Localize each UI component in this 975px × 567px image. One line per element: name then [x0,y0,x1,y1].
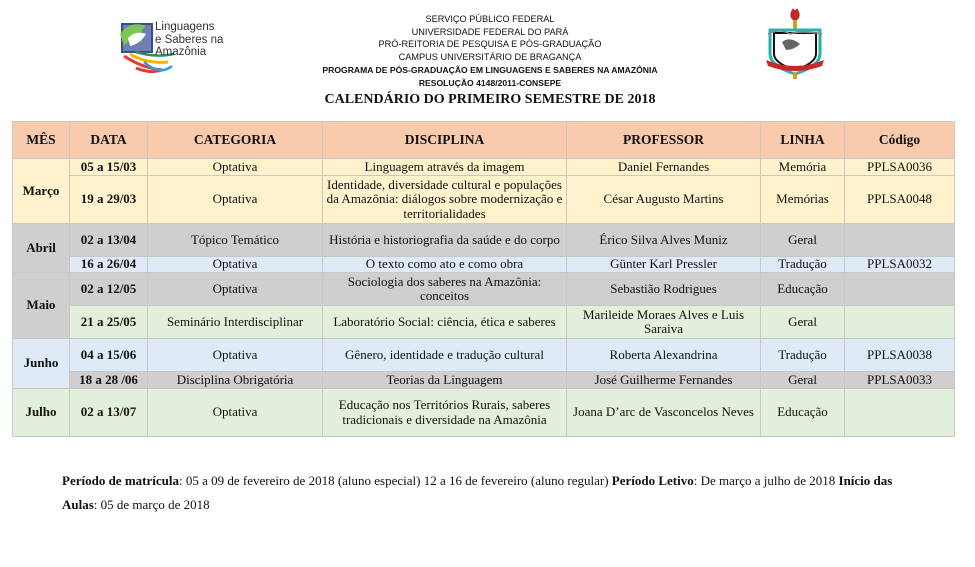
code-cell: PPLSA0036 [845,159,955,176]
code-cell [845,306,955,339]
code-cell: PPLSA0048 [845,176,955,224]
university-crest-icon [760,4,830,80]
date-cell: 21 a 25/05 [70,306,148,339]
professor-cell: Günter Karl Pressler [567,257,761,273]
column-header-date: DATA [70,122,148,159]
date-cell: 02 a 13/07 [70,389,148,437]
date-cell: 02 a 12/05 [70,273,148,306]
term-label: Período Letivo [611,473,694,488]
discipline-cell: Laboratório Social: ciência, ética e saberes [323,306,567,339]
header-line-resolution: RESOLUÇÃO 4148/2011-CONSEPE [418,77,562,88]
table-row [13,176,955,224]
discipline-cell: O texto como ato e como obra [323,257,567,273]
code-cell: PPLSA0038 [845,339,955,372]
code-cell [845,389,955,437]
date-cell: 05 a 15/03 [70,159,148,176]
page-title: CALENDÁRIO DO PRIMEIRO SEMESTRE DE 2018 [324,92,656,107]
professor-cell: Joana D’arc de Vasconcelos Neves [567,389,761,437]
category-cell: Disciplina Obrigatória [148,372,323,389]
table-row [13,306,955,339]
professor-cell: César Augusto Martins [567,176,761,224]
table-row [13,257,955,273]
line-cell: Geral [761,224,845,257]
discipline-cell: Linguagem através da imagem [323,159,567,176]
column-header-discipline: DISCIPLINA [323,122,567,159]
table-header-row [13,122,955,159]
logo-text-line: e Saberes na [155,33,224,46]
term-text: : De março a julho de 2018 [693,473,839,488]
category-cell: Optativa [148,339,323,372]
category-cell: Optativa [148,389,323,437]
discipline-cell: Sociologia dos saberes na Amazônia: conceitos [323,273,567,306]
discipline-cell: Teorias da Linguagem [323,372,567,389]
line-cell: Geral [761,372,845,389]
date-cell: 04 a 15/06 [70,339,148,372]
table-row [13,389,955,437]
footer-notes [62,469,912,517]
enrollment-label: Período de matrícula [62,473,179,488]
line-cell: Educação [761,273,845,306]
line-cell: Geral [761,306,845,339]
table-row [13,159,955,176]
table-row [13,339,955,372]
discipline-cell: Educação nos Territórios Rurais, saberes tradicionais e diversidade na Amazônia [323,389,567,437]
header-line-campus: CAMPUS UNIVERSITÁRIO DE BRAGANÇA [398,52,582,63]
category-cell: Optativa [148,273,323,306]
start-text: : 05 de março de 2018 [93,497,210,512]
column-header-category: CATEGORIA [148,122,323,159]
professor-cell: Marileide Moraes Alves e Luis Saraiva [567,306,761,339]
table-row [13,224,955,257]
code-cell [845,224,955,257]
professor-cell: José Guilherme Fernandes [567,372,761,389]
program-logo-text [155,21,223,59]
month-cell: Maio [13,273,70,339]
date-cell: 02 a 13/04 [70,224,148,257]
logo-text-line: Linguagens [155,21,215,33]
start-label: Início das Aulas [62,473,893,512]
column-header-month: MÊS [13,122,70,159]
table-row [13,372,955,389]
date-cell: 18 a 28 /06 [70,372,148,389]
category-cell: Optativa [148,257,323,273]
discipline-cell: Identidade, diversidade cultural e populações da Amazônia: diálogos sobre modernização e territorialidades [323,176,567,224]
line-cell: Memórias [761,176,845,224]
calendar-table [12,121,955,437]
professor-cell: Daniel Fernandes [567,159,761,176]
date-cell: 19 a 29/03 [70,176,148,224]
header-line-program: PROGRAMA DE PÓS-GRADUAÇÃO EM LINGUAGENS E SABERES NA AMAZÔNIA [322,64,658,75]
line-cell: Educação [761,389,845,437]
category-cell: Optativa [148,159,323,176]
professor-cell: Sebastião Rodrigues [567,273,761,306]
month-cell: Março [13,159,70,224]
category-cell: Tópico Temático [148,224,323,257]
header-line-university: UNIVERSIDADE FEDERAL DO PARÁ [411,26,569,37]
line-cell: Tradução [761,339,845,372]
enrollment-text: : 05 a 09 de fevereiro de 2018 (aluno especial) 12 a 16 de fevereiro (aluno regular) [178,473,612,488]
line-cell: Memória [761,159,845,176]
month-cell: Julho [13,389,70,437]
table-row [13,273,955,306]
code-cell: PPLSA0032 [845,257,955,273]
column-header-code: Código [845,122,955,159]
column-header-professor: PROFESSOR [567,122,761,159]
document-header [290,13,690,89]
logo-text-line: Amazônia [155,46,207,58]
column-header-line: LINHA [761,122,845,159]
discipline-cell: História e historiografia da saúde e do corpo [323,224,567,257]
code-cell [845,273,955,306]
header-line-service: SERVIÇO PÚBLICO FEDERAL [425,14,555,24]
month-cell: Abril [13,224,70,273]
header-line-pro-rectory: PRÓ-REITORIA DE PESQUISA E PÓS-GRADUAÇÃO [378,39,602,50]
professor-cell: Roberta Alexandrina [567,339,761,372]
category-cell: Optativa [148,176,323,224]
category-cell: Seminário Interdisciplinar [148,306,323,339]
discipline-cell: Gênero, identidade e tradução cultural [323,339,567,372]
line-cell: Tradução [761,257,845,273]
professor-cell: Érico Silva Alves Muniz [567,224,761,257]
month-cell: Junho [13,339,70,389]
date-cell: 16 a 26/04 [70,257,148,273]
code-cell: PPLSA0033 [845,372,955,389]
